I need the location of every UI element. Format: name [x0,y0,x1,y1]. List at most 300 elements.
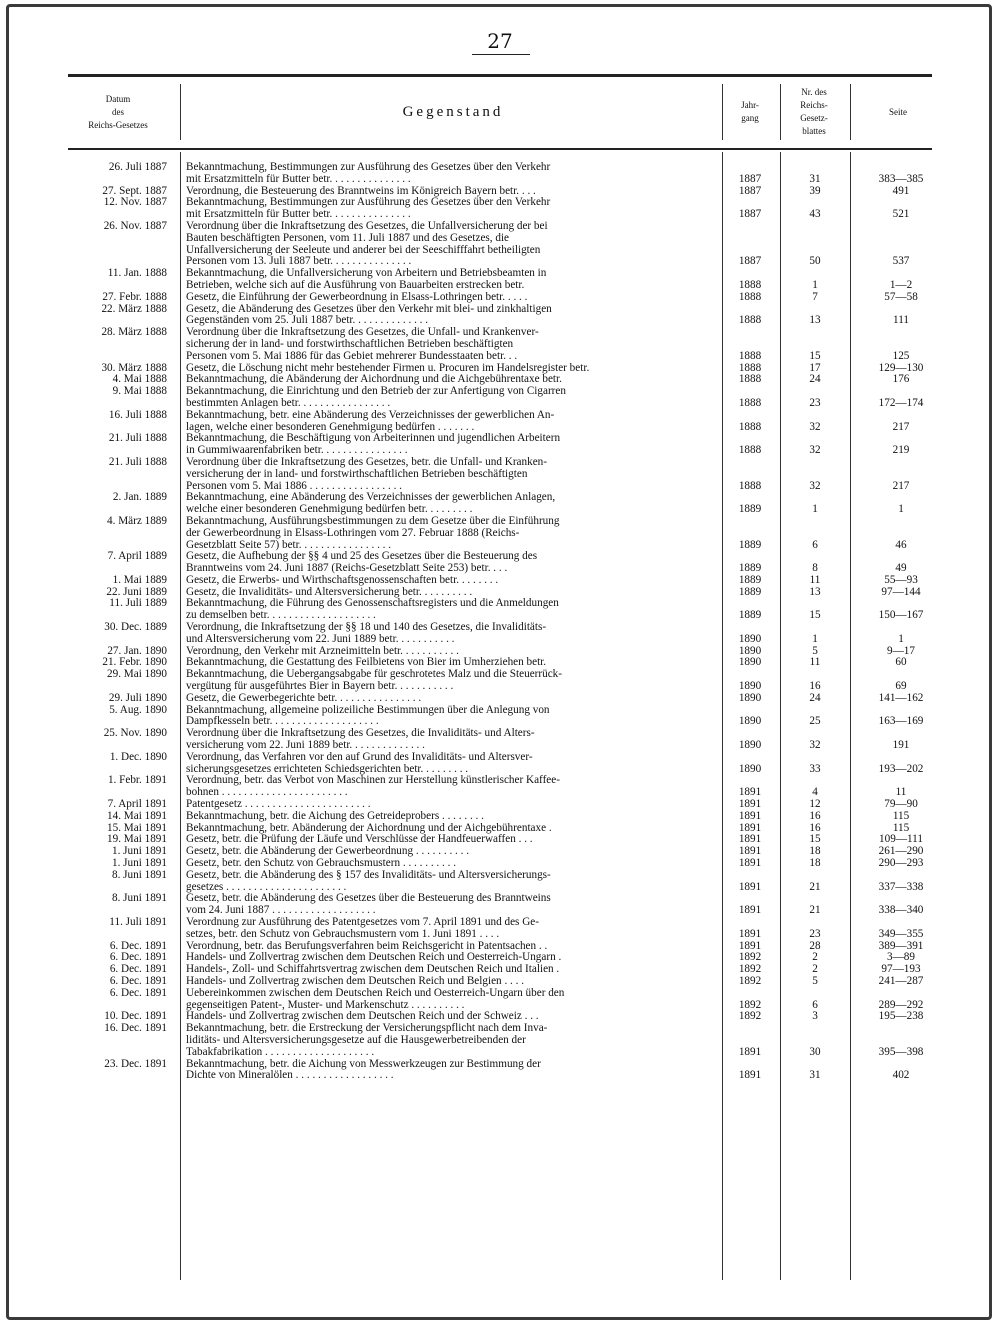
row-page: 521 [892,208,910,221]
table-row [0,1059,1000,1083]
row-subject-line: Bekanntmachung, betr. die Aichung des Getreideprobers . . . . . . . . [186,809,484,822]
row-subject-line: Gesetzblatt Seite 57) betr. . . . . . . . . . . . . . . . . [186,538,392,551]
row-subject-line: Gesetz, die Invaliditäts- und Altersversicherung betr. . . . . . . . . . [186,585,473,598]
row-year: 1891 [738,821,762,834]
table-row [0,292,1000,304]
row-date: 10. Dec. 1891 [104,1010,167,1023]
row-year: 1891 [738,833,762,846]
row-subject-line: setzes, betr. den Schutz von Gebrauchsmustern vom 1. Juni 1891 . . . . [186,927,500,940]
table-row [0,327,1000,362]
row-subject-line: Handels-, Zoll- und Schiffahrtsvertrag zwischen dem Deutschen Reich und Italien . [186,963,560,976]
row-number: 24 [809,373,821,386]
row-year: 1892 [738,951,762,964]
row-subject-line: mit Ersatzmitteln für Butter betr. . . . . . . . . . . . . . . [186,172,411,185]
row-subject-line: Verordnung, betr. das Verbot von Maschinen zur Herstellung künstlerischer Kaffee- [186,774,560,787]
row-page: 383—385 [878,172,924,185]
row-subject-line: Verordnung über die Inkraftsetzung des Gesetzes, betr. die Unfall- und Kranken- [186,455,547,468]
row-date: 1. Juni 1891 [111,857,167,870]
row-number: 5 [812,644,818,657]
row-subject-line: Personen vom 5. Mai 1886 . . . . . . . . . . . . . . . . . [186,479,402,492]
row-number: 2 [812,963,818,976]
table-row [0,551,1000,575]
row-number: 6 [812,538,818,551]
table-row [0,457,1000,492]
row-subject [186,705,718,729]
row-page: 3—89 [887,951,915,964]
row-year: 1891 [738,939,762,952]
row-number: 24 [809,691,821,704]
row-page: 349—355 [878,927,924,940]
table-row [0,705,1000,729]
row-date: 6. Dec. 1891 [109,951,167,964]
row-subject-line: versicherung der in land- und forstwirthschaftlichen Betrieben beschäftigten [186,467,528,480]
row-year: 1888 [738,444,762,457]
table-header [68,80,932,144]
row-page: 57—58 [884,290,918,303]
row-subject-line: Dampfkesseln betr. . . . . . . . . . . . . . . . . . . . [186,715,379,728]
row-year: 1888 [738,479,762,492]
row-subject-line: Verordnung, die Inkraftsetzung der §§ 18 und 140 des Gesetzes, die Invaliditäts- [186,621,547,634]
row-subject-line: Verordnung über die Inkraftsetzung des Gesetzes, die Invaliditäts- und Alters- [186,727,535,740]
row-subject-line: und Altersversicherung vom 22. Juni 1889 betr. . . . . . . . . . . [186,632,455,645]
row-year: 1890 [738,715,762,728]
row-page: 9—17 [887,644,915,657]
row-year: 1889 [738,573,762,586]
row-date: 5. Aug. 1890 [109,703,167,716]
row-number: 33 [809,762,821,775]
row-number: 3 [812,1010,818,1023]
row-number: 6 [812,998,818,1011]
row-subject [186,728,718,752]
row-page: 261—290 [878,845,924,858]
row-subject [186,268,718,292]
row-subject-line: Branntweins vom 24. Juni 1887 (Reichs-Gesetzblatt Seite 253) betr. . . . [186,562,508,575]
row-page: 97—193 [881,963,921,976]
row-subject [186,575,718,587]
row-subject [186,976,718,988]
row-date: 21. Febr. 1890 [102,656,167,669]
row-date: 19. Mai 1891 [107,833,167,846]
row-page: 55—93 [884,573,918,586]
table-row [0,811,1000,823]
row-year: 1891 [738,809,762,822]
row-page: 290—293 [878,857,924,870]
row-year: 1887 [738,172,762,185]
row-date: 8. Juni 1891 [111,892,167,905]
row-subject [186,433,718,457]
row-subject-line: Bekanntmachung, die Gestattung des Feilbietens von Bier im Umherziehen betr. [186,656,547,669]
row-year: 1891 [738,904,762,917]
table-row [0,752,1000,776]
table-body [0,162,1000,1082]
row-date: 4. Mai 1888 [112,373,167,386]
row-subject-line: lagen, welche einer besonderen Genehmigung bedürfen . . . . . . . [186,420,475,433]
row-date: 21. Juli 1888 [108,455,167,468]
table-row [0,693,1000,705]
row-year: 1891 [738,845,762,858]
row-number: 43 [809,208,821,221]
row-number: 11 [809,656,821,669]
row-number: 15 [809,833,821,846]
row-subject [186,1059,718,1083]
row-year: 1890 [738,739,762,752]
row-subject-line: Bekanntmachung, die Uebergangsabgabe für geschrotetes Malz und die Steuerrück- [186,668,562,681]
row-number: 30 [809,1045,821,1058]
row-subject-line: Bekanntmachung, betr. die Aichung von Messwerkzeugen zur Bestimmung der [186,1057,541,1070]
row-number: 5 [812,974,818,987]
row-subject-line: Gesetz, die Gewerbegerichte betr. . . . . . . . . . . . . . . . [186,691,422,704]
row-date: 7. April 1891 [107,798,167,811]
row-year: 1892 [738,998,762,1011]
row-date: 26. Nov. 1887 [103,219,167,232]
row-subject-line: vergütung für ausgeführtes Bier in Bayern betr. . . . . . . . . . . [186,680,454,693]
row-date: 14. Mai 1891 [107,809,167,822]
row-number: 32 [809,739,821,752]
row-number: 13 [809,314,821,327]
row-year: 1891 [738,1045,762,1058]
row-year: 1892 [738,1010,762,1023]
row-date: 2. Jan. 1889 [112,491,167,504]
row-number: 13 [809,585,821,598]
row-subject [186,622,718,646]
row-date: 12. Nov. 1887 [103,196,167,209]
row-number: 4 [812,786,818,799]
row-number: 11 [809,573,821,586]
row-subject-line: zu demselben betr. . . . . . . . . . . . . . . . . . . . [186,609,376,622]
row-page: 217 [892,420,910,433]
row-page: 389—391 [878,939,924,952]
row-subject [186,292,718,304]
row-year: 1888 [738,278,762,291]
row-year: 1891 [738,880,762,893]
row-date: 7. April 1889 [107,550,167,563]
row-date: 21. Juli 1888 [108,432,167,445]
row-subject-line: gegenseitigen Patent-, Muster- und Markenschutz . . . . . . . . . . [186,998,465,1011]
row-subject-line: Betrieben, welche sich auf die Ausführung von Bauarbeiten erstrecken betr. [186,278,525,291]
row-page: 537 [892,255,910,268]
table-row [0,575,1000,587]
row-year: 1889 [738,562,762,575]
row-subject-line: Verordnung, betr. das Berufungsverfahren beim Reichsgericht in Patentsachen . . [186,939,548,952]
table-row [0,622,1000,646]
row-number: 15 [809,349,821,362]
row-date: 26. Juli 1887 [108,161,167,173]
row-page: 338—340 [878,904,924,917]
row-year: 1890 [738,762,762,775]
row-date: 23. Dec. 1891 [104,1057,167,1070]
row-page: 125 [892,349,910,362]
table-row [0,516,1000,551]
row-subject [186,598,718,622]
row-subject-line: Bekanntmachung, betr. Abänderung der Aichordnung und der Aichgebührentaxe . [186,821,552,834]
row-number: 39 [809,184,821,197]
table-row [0,386,1000,410]
row-subject [186,162,718,186]
row-subject-line: Personen vom 13. Juli 1887 betr. . . . . . . . . . . . . . . [186,255,412,268]
row-subject-line: Gesetz, die Abänderung des Gesetzes über den Verkehr mit blei- und zinkhaltigen [186,302,552,315]
row-subject-line: Personen vom 5. Mai 1886 für das Gebiet mehrerer Bundesstaaten betr. . . [186,349,518,362]
row-date: 29. Mai 1890 [107,668,167,681]
row-year: 1888 [738,373,762,386]
row-date: 11. Juli 1891 [109,916,167,928]
row-date: 22. März 1888 [101,302,167,315]
row-year: 1890 [738,644,762,657]
table-row [0,976,1000,988]
row-subject-line: Unfallversicherung der Seeleute und anderer bei der Seeschifffahrt betheiligten [186,243,541,256]
row-subject-line: Bekanntmachung, die Abänderung der Aichordnung und die Aichgebührentaxe betr. [186,373,562,386]
row-year: 1889 [738,538,762,551]
row-subject-line: gesetzes . . . . . . . . . . . . . . . . . . . . . . [186,880,347,893]
row-subject-line: Handels- und Zollvertrag zwischen dem Deutschen Reich und Oesterreich-Ungarn . [186,951,562,964]
row-date: 9. Mai 1888 [112,385,167,398]
row-year: 1889 [738,609,762,622]
row-year: 1889 [738,585,762,598]
row-date: 8. Juni 1891 [111,868,167,881]
row-date: 28. März 1888 [101,326,167,339]
row-subject [186,870,718,894]
row-page: 129—130 [878,361,924,374]
table-row [0,1023,1000,1058]
table-row [0,917,1000,941]
row-date: 6. Dec. 1891 [109,986,167,999]
row-year: 1891 [738,927,762,940]
header-page: Seite [889,106,907,117]
row-page: 1 [898,503,904,516]
row-number: 21 [809,904,821,917]
row-subject-line: in Gummiwaarenfabriken betr. . . . . . . . . . . . . . . . [186,444,408,457]
row-subject [186,492,718,516]
row-year: 1890 [738,691,762,704]
row-subject [186,893,718,917]
row-page: 217 [892,479,910,492]
row-subject-line: mit Ersatzmitteln für Butter betr. . . . . . . . . . . . . . . [186,208,411,221]
row-subject-line: Bekanntmachung, Bestimmungen zur Ausführung des Gesetzes über den Verkehr [186,161,551,173]
row-number: 23 [809,396,821,409]
row-year: 1891 [738,857,762,870]
row-subject-line: Tabakfabrikation . . . . . . . . . . . . . . . . . . . . [186,1045,375,1058]
row-page: 115 [892,821,910,834]
row-number: 18 [809,845,821,858]
row-subject [186,221,718,268]
row-subject-line: bohnen . . . . . . . . . . . . . . . . . . . . . . . [186,786,348,799]
row-year: 1887 [738,255,762,268]
row-subject-line: versicherung vom 22. Juni 1889 betr. . . . . . . . . . . . . . [186,739,425,752]
row-number: 16 [809,821,821,834]
row-number: 31 [809,1069,821,1082]
row-subject [186,775,718,799]
row-subject [186,693,718,705]
row-subject-line: bestimmten Anlagen betr. . . . . . . . . . . . . . . . . [186,396,391,409]
table-row [0,775,1000,799]
row-subject [186,551,718,575]
row-page: 491 [892,184,910,197]
row-date: 16. Dec. 1891 [104,1022,167,1035]
row-date: 6. Dec. 1891 [109,963,167,976]
row-date: 6. Dec. 1891 [109,974,167,987]
table-top-rule [68,74,932,77]
row-number: 28 [809,939,821,952]
table-row [0,268,1000,292]
row-subject-line: Verordnung zur Ausführung des Patentgesetzes vom 7. April 1891 und des Ge- [186,916,539,928]
row-subject-line: Handels- und Zollvertrag zwischen dem Deutschen Reich und der Schweiz . . . [186,1010,539,1023]
row-year: 1890 [738,632,762,645]
row-subject-line: Bekanntmachung, allgemeine polizeiliche Bestimmungen über die Anlegung von [186,703,550,716]
row-year: 1888 [738,349,762,362]
row-date: 27. Sept. 1887 [102,184,167,197]
row-subject-line: Verordnung, das Verfahren vor den auf Grund des Invaliditäts- und Altersver- [186,750,533,763]
row-subject [186,197,718,221]
table-row [0,492,1000,516]
row-number: 18 [809,857,821,870]
row-subject [186,669,718,693]
row-subject-line: Bekanntmachung, Bestimmungen zur Ausführung des Gesetzes über den Verkehr [186,196,551,209]
row-subject [186,457,718,492]
table-row [0,197,1000,221]
row-subject [186,516,718,551]
row-page: 219 [892,444,910,457]
row-subject-line: der Gewerbeordnung in Elsass-Lothringen vom 27. Februar 1888 (Reichs- [186,526,520,539]
row-year: 1892 [738,963,762,976]
table-row [0,893,1000,917]
row-subject-line: Verordnung über die Inkraftsetzung des Gesetzes, die Unfall- und Krankenver- [186,326,539,339]
row-number: 32 [809,420,821,433]
table-row [0,598,1000,622]
row-page: 241—287 [878,974,924,987]
table-row [0,728,1000,752]
row-subject-line: Gesetz, betr. die Abänderung der Gewerbeordnung . . . . . . . . . . [186,845,470,858]
header-date: Datum des Reichs-Gesetzes [88,93,148,130]
row-date: 1. Dec. 1890 [109,750,167,763]
row-page: 109—111 [879,833,923,846]
row-year: 1887 [738,184,762,197]
row-number: 1 [812,503,818,516]
row-subject-line: Bekanntmachung, die Einrichtung und den Betrieb der zur Anfertigung von Cigarren [186,385,566,398]
row-subject-line: liditäts- und Altersversicherungsgesetze auf die Hausgewerbetreibenden der [186,1033,526,1046]
table-header-rule [68,148,932,150]
row-subject-line: Gesetz, betr. die Abänderung des § 157 des Invaliditäts- und Altersversicherungs- [186,868,551,881]
header-subject: Gegenstand [402,103,504,120]
row-page: 111 [893,314,909,327]
row-subject-line: Bekanntmachung, die Beschäftigung von Arbeiterinnen und jugendlichen Arbeitern [186,432,561,445]
row-year: 1890 [738,656,762,669]
row-page: 1 [898,632,904,645]
page-number-underline [472,54,530,55]
table-row [0,669,1000,693]
row-page: 46 [895,538,907,551]
row-subject-line: Gesetz, die Aufhebung der §§ 4 und 25 des Gesetzes über die Besteuerung des [186,550,538,563]
row-subject-line: sicherung der in land- und forstwirthschaftlichen Betrieben beschäftigten [186,337,514,350]
row-subject-line: Gesetz, die Löschung nicht mehr bestehender Firmen u. Procuren im Handelsregister betr. [186,361,590,374]
row-subject [186,410,718,434]
row-subject [186,752,718,776]
row-subject [186,917,718,941]
row-date: 1. Febr. 1891 [107,774,167,787]
row-date: 30. Dec. 1889 [104,621,167,634]
row-subject [186,1023,718,1058]
row-subject-line: vom 24. Juni 1887 . . . . . . . . . . . . . . . . . . . [186,904,376,917]
row-subject-line: Verordnung, die Besteuerung des Branntweins im Königreich Bayern betr. . . . [186,184,536,197]
row-subject-line: Gesetz, betr. die Prüfung der Läufe und Verschlüsse der Handfeuerwaffen . . . [186,833,533,846]
row-year: 1887 [738,208,762,221]
row-subject [186,988,718,1012]
row-page: 141—162 [878,691,924,704]
row-date: 29. Juli 1890 [108,691,167,704]
header-divider [850,84,851,140]
row-date: 15. Mai 1891 [107,821,167,834]
row-date: 30. März 1888 [101,361,167,374]
row-year: 1891 [738,1069,762,1082]
row-number: 15 [809,609,821,622]
row-number: 17 [809,361,821,374]
row-date: 11. Jan. 1888 [107,267,167,280]
row-subject-line: Bekanntmachung, betr. eine Abänderung des Verzeichnisses der gewerblichen An- [186,408,555,421]
row-page: 176 [892,373,910,386]
row-number: 50 [809,255,821,268]
header-divider [722,84,723,140]
row-subject-line: Handels- und Zollvertrag zwischen dem Deutschen Reich und Belgien . . . . [186,974,525,987]
table-row [0,221,1000,268]
row-year: 1888 [738,361,762,374]
table-row [0,988,1000,1012]
row-number: 2 [812,951,818,964]
row-number: 32 [809,479,821,492]
table-row [0,304,1000,328]
row-subject-line: Gesetz, betr. die Abänderung des Gesetzes über die Besteuerung des Branntweins [186,892,551,905]
row-year: 1891 [738,786,762,799]
row-page: 289—292 [878,998,924,1011]
row-page: 337—338 [878,880,924,893]
row-number: 23 [809,927,821,940]
row-page: 395—398 [878,1045,924,1058]
row-page: 191 [892,739,910,752]
row-year: 1890 [738,680,762,693]
row-date: 27. Febr. 1888 [102,290,167,303]
row-number: 1 [812,278,818,291]
row-subject-line: Bekanntmachung, Ausführungsbestimmungen zu dem Gesetze über die Einführung [186,514,560,527]
row-page: 97—144 [881,585,921,598]
row-subject-line: welche einer besonderen Genehmigung bedürfen betr. . . . . . . . . [186,503,473,516]
row-date: 4. März 1889 [107,514,167,527]
row-subject [186,327,718,362]
row-date: 22. Juni 1889 [106,585,167,598]
row-year: 1888 [738,420,762,433]
row-subject-line: Bekanntmachung, die Unfallversicherung von Arbeitern und Betriebsbeamten in [186,267,547,280]
header-divider [780,84,781,140]
row-subject-line: sicherungsgesetzes errichteten Schiedsgerichten betr. . . . . . . . . [186,762,469,775]
page-number: 27 [487,29,513,53]
row-number: 8 [812,562,818,575]
row-number: 31 [809,172,821,185]
row-date: 27. Jan. 1890 [107,644,167,657]
row-year: 1892 [738,974,762,987]
row-date: 11. Juli 1889 [109,597,167,610]
row-number: 1 [812,632,818,645]
row-subject [186,811,718,823]
row-subject-line: Bekanntmachung, betr. die Erstreckung der Versicherungspflicht nach dem Inva- [186,1022,548,1035]
row-date: 25. Nov. 1890 [103,727,167,740]
row-page: 79—90 [884,798,918,811]
row-page: 69 [895,680,907,693]
row-subject-line: Gesetz, betr. den Schutz von Gebrauchsmustern . . . . . . . . . . [186,857,456,870]
header-number: Nr. des Reichs- Gesetz- blattes [800,87,828,136]
row-subject-line: Verordnung, den Verkehr mit Arzneimitteln betr. . . . . . . . . . . [186,644,459,657]
row-year: 1888 [738,396,762,409]
row-subject-line: Gesetz, die Erwerbs- und Wirthschaftsgenossenschaften betr. . . . . . . . [186,573,499,586]
row-page: 115 [892,809,910,822]
table-row [0,870,1000,894]
row-year: 1891 [738,798,762,811]
row-page: 49 [895,562,907,575]
